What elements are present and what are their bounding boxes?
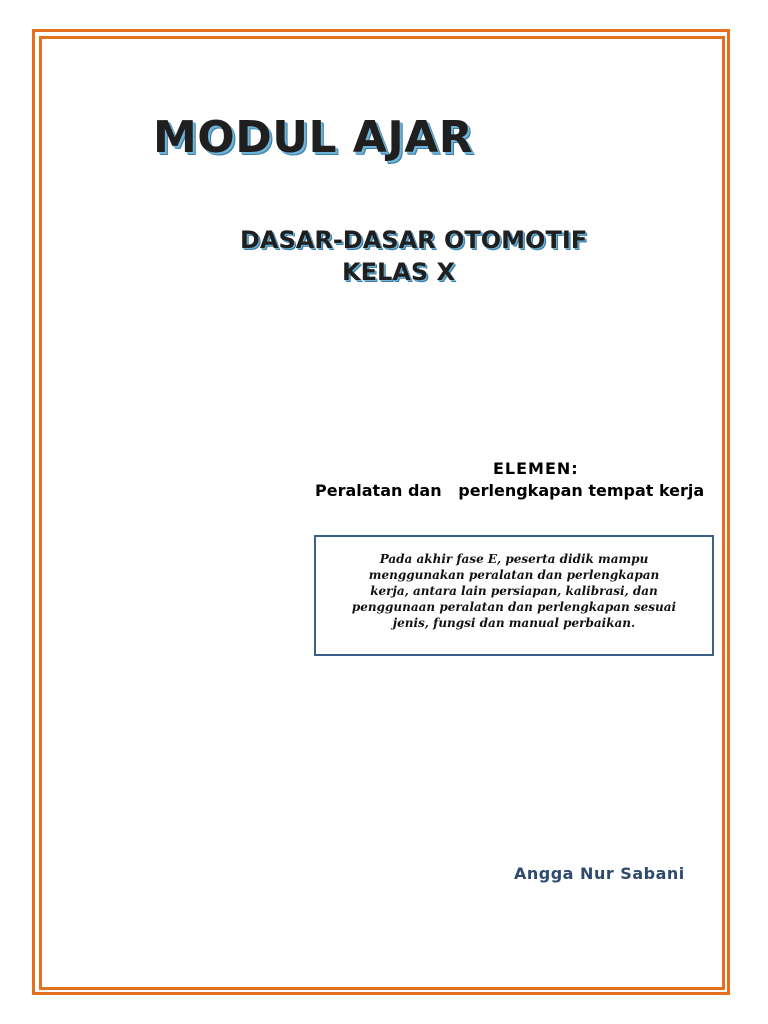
subject-heading: DASAR-DASAR OTOMOTIF — [240, 226, 588, 254]
element-label: ELEMEN: — [493, 459, 579, 478]
author-name: Angga Nur Sabani — [514, 864, 685, 883]
learning-objective-box — [314, 535, 714, 656]
document-title: MODUL AJAR — [153, 112, 474, 163]
learning-objective-text: Pada akhir fase E, peserta didik mampu menggunakan peralatan dan perlengkapan kerja, antara lain persiapan, kalibrasi, dan penggunaan peralatan dan perlengkapan sesuai jenis, fungsi dan manual perbaikan. — [351, 552, 677, 630]
element-value: Peralatan dan perlengkapan tempat kerja — [315, 481, 705, 500]
grade-heading: KELAS X — [342, 258, 456, 286]
page-border-inner — [39, 36, 725, 990]
